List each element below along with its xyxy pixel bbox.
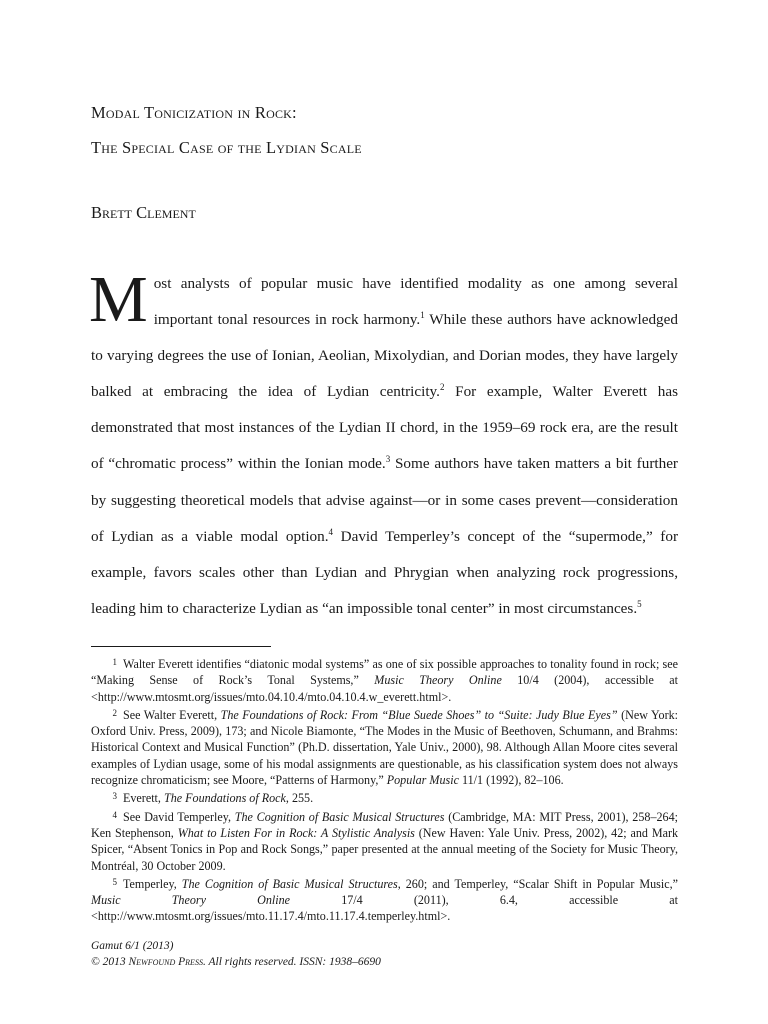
footnote-text: Walter Everett identifies “diatonic modal systems” as one of six possible approaches to tonality found in rock; see “Making Sense of Rock’s Tonal Systems,” — [91, 657, 678, 688]
footnote-ref-2[interactable]: 2 — [439, 382, 445, 393]
footnote-separator — [91, 646, 271, 647]
footnote-text: , 260; and Temperley, “Scalar Shift in Popular Music,” — [397, 876, 678, 891]
article-title-line-2: The Special Case of the Lydian Scale — [91, 138, 362, 157]
article-title-line-1: Modal Tonicization in Rock: — [91, 103, 297, 122]
footnote-ref-5[interactable]: 5 — [637, 598, 642, 609]
footnote-1 — [91, 654, 678, 705]
footnote-italic: Music Theory Online — [91, 893, 291, 908]
footnote-text: Temperley, — [123, 876, 182, 891]
footnote-text: , 255. — [285, 791, 314, 806]
journal-citation: Gamut 6/1 (2013) — [91, 940, 174, 952]
footnote-text: 11/1 (1992), 82–106. — [458, 773, 564, 788]
footnote-number: 5 — [112, 876, 117, 887]
footnote-italic: The Cognition of Basic Musical Structures — [234, 809, 445, 824]
footnote-ref-3[interactable]: 3 — [385, 454, 391, 465]
footnote-text: See Walter Everett, — [123, 707, 221, 722]
footnote-5 — [91, 874, 678, 925]
drop-cap: M — [89, 263, 148, 336]
footnote-italic: The Foundations of Rock: From “Blue Suede Shoes” to “Suite: Judy Blue Eyes” — [220, 707, 618, 722]
paper-page — [91, 0, 678, 1024]
footnote-text: See David Temperley, — [123, 809, 235, 824]
footnote-italic: What to Listen For in Rock: A Stylistic Analysis — [177, 825, 415, 840]
footnote-number: 1 — [112, 657, 117, 667]
footnote-ref-1[interactable]: 1 — [420, 310, 425, 321]
footnote-3 — [91, 788, 678, 806]
body-paragraph — [89, 263, 678, 627]
page-footer — [91, 938, 381, 970]
footnote-text: 10/4 (2004), accessible at <http://www.mtosmt.org/issues/mto.04.10.4/mto.04.10.4.w_everett.html>. — [91, 673, 679, 704]
publisher-name: Newfound Press — [128, 956, 203, 968]
footnote-number: 4 — [112, 809, 117, 820]
body-text-segment: ost analysts of popular music have identified modality as one among several important tonal resources in rock harmony. — [153, 275, 678, 329]
footnote-4 — [91, 807, 678, 874]
footnote-text: (Cambridge, MA: MIT Press, 2001), 258–264; Ken Stephenson, — [91, 809, 678, 840]
footnote-number: 2 — [112, 707, 117, 718]
body-text-segment: While these authors have acknowledged to varying degrees the use of Ionian, Aeolian, Mixolydian, and Dorian modes, they have largely balked at embracing the idea of Lydian centricity. — [91, 311, 678, 401]
copyright-text: © 2013 — [91, 956, 129, 968]
copyright-text: . All rights reserved. ISSN: 1938–6690 — [202, 956, 381, 968]
footnote-italic: The Foundations of Rock — [163, 791, 286, 806]
footnote-italic: Music Theory Online — [374, 673, 502, 688]
footnote-text: (New York: Oxford Univ. Press, 2009), 173; and Nicole Biamonte, “The Modes in the Music of Beethoven, Schumann, and Brahms: Historical Context and Musical Function” (Ph.D. dissertation, Yale Univ., 2000), 98. Although Allan Moore cites several examples of Lydian usage, some of his modal assignments are questionable, as his classification system does not always recognize chromaticism; see Moore, “Patterns of Harmony,” — [91, 707, 679, 788]
footnote-2 — [91, 705, 678, 788]
footnote-text: Everett, — [123, 791, 164, 806]
footnote-number: 3 — [112, 791, 117, 802]
footnote-italic: The Cognition of Basic Musical Structures — [181, 876, 398, 891]
author-name: Brett Clement — [91, 203, 196, 222]
body-text-segment: For example, Walter Everett has demonstrated that most instances of the Lydian II chord, in the 1959–69 rock era, are the result of “chromatic process” within the Ionian mode. — [91, 383, 678, 473]
body-text-segment: Some authors have taken matters a bit further by suggesting theoretical models that advise against—or in some cases prevent—consideration of Lydian as a viable modal option. — [91, 455, 678, 545]
footnote-text: 17/4 (2011), 6.4, accessible at <http://www.mtosmt.org/issues/mto.11.17.4/mto.11.17.4.temperley.html>. — [91, 893, 679, 924]
footnote-italic: Popular Music — [386, 773, 459, 788]
footnote-text: (New Haven: Yale Univ. Press, 2002), 42; and Mark Spicer, “Absent Tonics in Pop and Rock Songs,” paper presented at the annual meeting of the Society for Music Theory, Montréal, 30 October 2009. — [91, 825, 679, 873]
copyright-line — [91, 954, 381, 970]
body-text-segment: David Temperley’s concept of the “supermode,” for example, favors scales other than Lydian and Phrygian when analyzing rock progressions, leading him to characterize Lydian as “an impossible tonal center” in most circumstances. — [91, 527, 678, 617]
footnote-ref-4[interactable]: 4 — [328, 526, 334, 537]
footnotes — [91, 654, 678, 925]
